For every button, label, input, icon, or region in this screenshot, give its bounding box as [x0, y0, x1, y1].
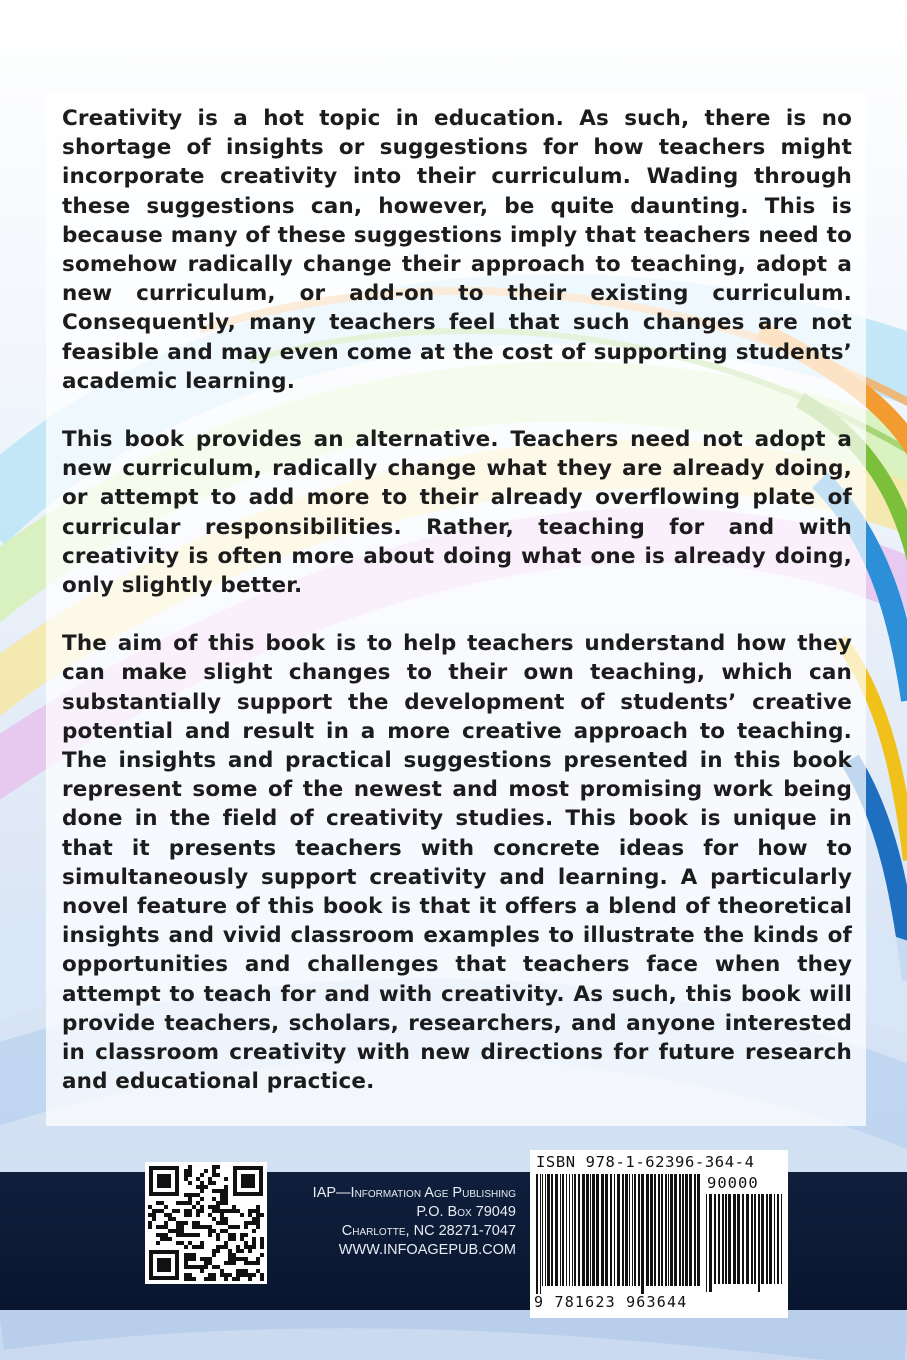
isbn-label: ISBN 978-1-62396-364-4: [536, 1153, 755, 1171]
addon-barcode-bars-icon: [706, 1194, 782, 1292]
barcode-digits: 9 781623 963644: [534, 1293, 688, 1311]
blurb-text: [62, 104, 852, 1126]
publisher-website: WWW.INFOAGEPUB.COM: [338, 1242, 516, 1258]
blurb-paragraph-3: The aim of this book is to help teachers understand how they can make slight changes to their own teaching, which can substantially support the development of students’ creative potential and result in a more creative approach to teaching. The insights and practical suggestions presented in this book represent some of the newest and most promising work being done in the field of creativity studies. This book is unique in that it presents teachers with concrete ideas for how to simultaneously support creativity and learning. A particularly novel feature of this book is that it offers a blend of theoretical insights and vivid classroom examples to illustrate the kinds of opportunities and challenges that teachers face when they attempt to teach for and with creativity. As such, this book will provide teachers, scholars, researchers, and anyone interested in classroom creativity with new directions for future research and educational practice.: [62, 631, 852, 1095]
blurb-paragraph-2: This book provides an alternative. Teachers need not adopt a new curriculum, radically change what they are already doing, or attempt to add more to their already overflowing plate of curricular responsibilities. Rather, teaching for and with creativity is often more about doing what one is already doing, only slightly better.: [62, 427, 852, 599]
barcode-bars-icon: [536, 1174, 702, 1294]
publisher-info: [286, 1184, 516, 1260]
blurb-paragraph-1: Creativity is a hot topic in education. As such, there is no shortage of insights or suggestions for how teachers might incorporate creativity into their curriculum. Wading through these suggestions can, however, be quite daunting. This is because many of these suggestions imply that teachers need to somehow radically change their approach to teaching, adopt a new curriculum, or add-on to their existing curriculum. Consequently, many teachers feel that such changes are not feasible and may even come at the cost of supporting students’ academic learning.: [62, 106, 852, 394]
isbn-barcode: [530, 1150, 788, 1318]
qr-code-icon: [145, 1162, 267, 1284]
publisher-name: IAP—Information Age Publishing: [312, 1185, 516, 1201]
price-code: 90000: [707, 1174, 759, 1192]
publisher-address-line2: Charlotte, NC 28271-7047: [341, 1223, 516, 1239]
publisher-address-line1: P.O. Box 79049: [416, 1204, 516, 1220]
